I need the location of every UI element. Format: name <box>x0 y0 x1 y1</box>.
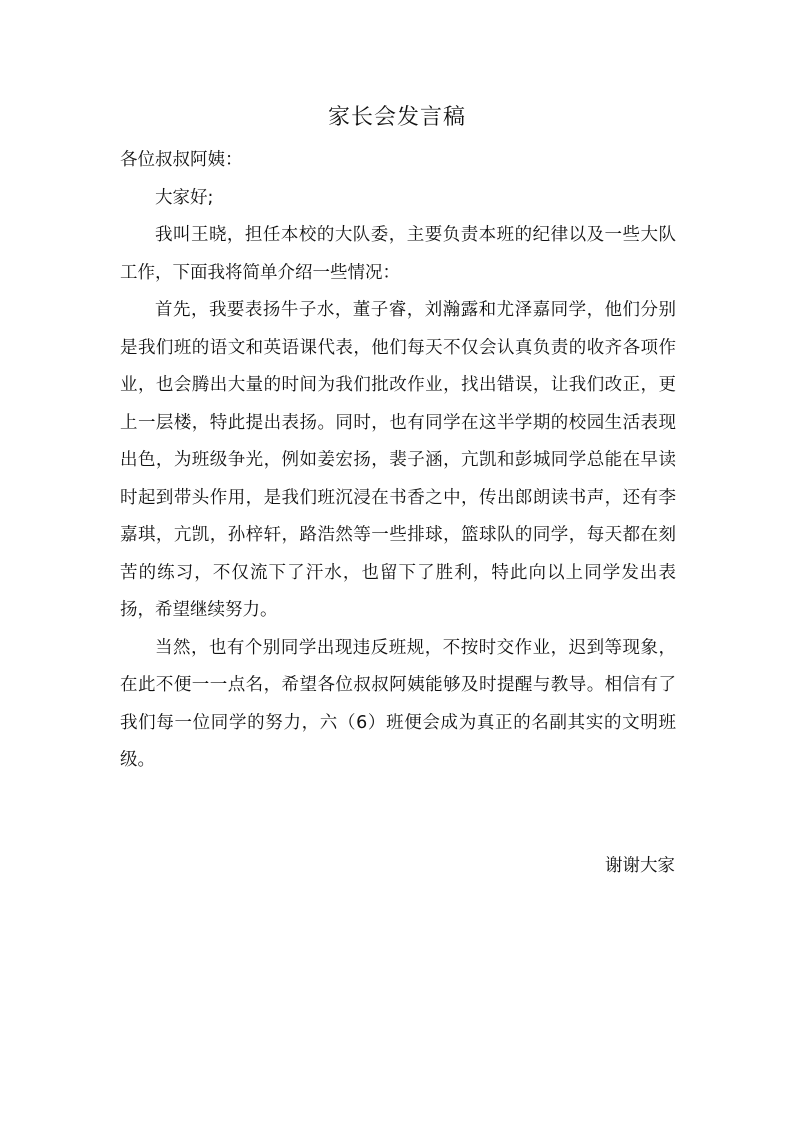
greeting-paragraph: 大家好; <box>155 187 214 208</box>
salutation: 各位叔叔阿姨： <box>120 150 243 170</box>
introduction-paragraph: 我叫王晓，担任本校的大队委，主要负责本班的纪律以及一些大队工作，下面我将简单介绍一些情况： <box>120 225 676 283</box>
document-body <box>120 180 676 780</box>
praise-paragraph: 首先，我要表扬牛子水，董子睿，刘瀚露和尤泽嘉同学，他们分别是我们班的语文和英语课代表，他们每天不仅会认真负责的收齐各项作业，也会腾出大量的时间为我们批改作业，找出错误，让我们改正，更上一层楼，特此提出表扬。同时，也有同学在这半学期的校园生活表现出色，为班级争光，例如姜宏扬，裴子涵，亢凯和彭城同学总能在早读时起到带头作用，是我们班沉浸在书香之中，传出郎朗读书声，还有李嘉琪，亢凯，孙梓轩，路浩然等一些排球，篮球队的同学，每天都在刻苦的练习，不仅流下了汗水，也留下了胜利，特此向以上同学发出表扬，希望继续努力。 <box>120 300 676 620</box>
document-title: 家长会发言稿 <box>327 105 466 130</box>
reminder-paragraph: 当然，也有个别同学出现违反班规，不按时交作业，迟到等现象，在此不便一一点名，希望各位叔叔阿姨能够及时提醒与教导。相信有了我们每一位同学的努力，六（6）班便会成为真正的名副其实的文明班级。 <box>120 637 676 770</box>
closing-line: 谢谢大家 <box>605 856 675 876</box>
